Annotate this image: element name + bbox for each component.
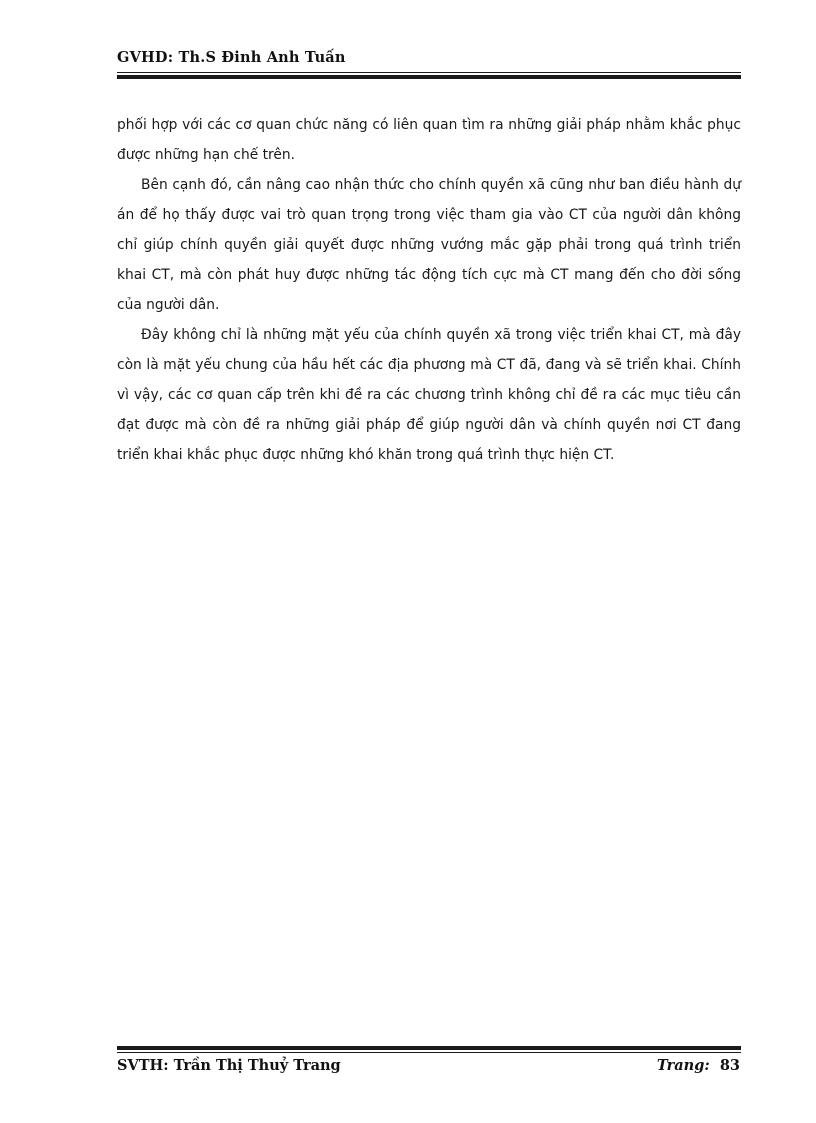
- page-header: [117, 48, 741, 68]
- footer-rule-thin: [117, 1052, 741, 1053]
- footer-rule-thick: [117, 1046, 741, 1050]
- header-rule-thin: [117, 72, 741, 73]
- paragraph-1: phối hợp với các cơ quan chức năng có liên quan tìm ra những giải pháp nhằm khắc phục được những hạn chế trên.: [117, 117, 741, 163]
- page-number: 83: [719, 1057, 740, 1074]
- student-name: SVTH: Trần Thị Thuỷ Trang: [117, 1057, 341, 1074]
- supervisor-name: GVHD: Th.S Đinh Anh Tuấn: [117, 49, 346, 66]
- body-text: [117, 110, 741, 470]
- paragraph-2: Bên cạnh đó, cần nâng cao nhận thức cho chính quyền xã cũng như ban điều hành dự án để họ thấy được vai trò quan trọng trong việc tham gia vào CT của người dân không chỉ giúp chính quyền giải quyết được những vướng mắc gặp phải trong quá trình triển khai CT, mà còn phát huy được những tác động tích cực mà CT mang đến cho đời sống của người dân.: [117, 177, 741, 313]
- header-rule-thick: [117, 75, 741, 79]
- page-indicator: [657, 1056, 740, 1076]
- paragraph-3: Đây không chỉ là những mặt yếu của chính quyền xã trong việc triển khai CT, mà đây còn là mặt yếu chung của hầu hết các địa phương mà CT đã, đang và sẽ triển khai. Chính vì vậy, các cơ quan cấp trên khi đề ra các chương trình không chỉ đề ra các mục tiêu cần đạt được mà còn đề ra những giải pháp để giúp người dân và chính quyền nơi CT đang triển khai khắc phục được những khó khăn trong quá trình thực hiện CT.: [117, 327, 741, 463]
- page-label: Trang:: [656, 1057, 710, 1074]
